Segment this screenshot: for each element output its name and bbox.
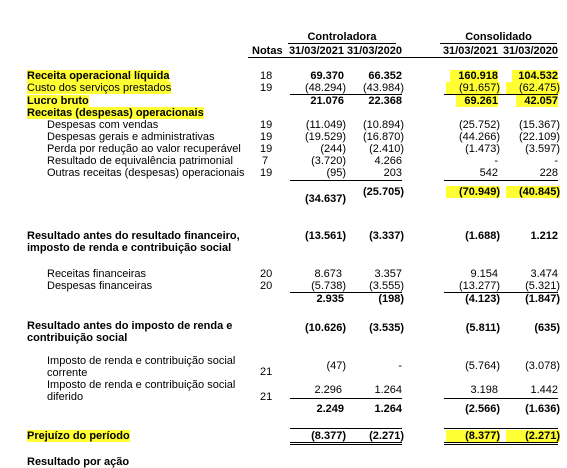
row-value: (5.811) bbox=[465, 322, 500, 334]
row-value: 3.474 bbox=[530, 268, 558, 280]
subtotal-rule bbox=[444, 180, 558, 181]
row-value: (2.271) bbox=[369, 430, 404, 442]
row-value: 160.918 bbox=[450, 70, 498, 82]
row-value: (5.738) bbox=[311, 280, 346, 292]
row-label-cont: diferido bbox=[47, 391, 84, 403]
row-label: Imposto de renda e contribuição social bbox=[47, 355, 236, 367]
controladora-rule bbox=[288, 43, 396, 44]
row-value: (3.555) bbox=[369, 280, 404, 292]
row-value: 2.935 bbox=[316, 293, 344, 305]
row-label-cont: contribuição social bbox=[27, 332, 128, 344]
row-value: (13.561) bbox=[305, 230, 346, 242]
subtotal-rule bbox=[290, 180, 402, 181]
row-value: (1.473) bbox=[465, 143, 500, 155]
row-value: 9.154 bbox=[470, 268, 498, 280]
row-value: 542 bbox=[479, 167, 498, 179]
row-label: Resultado de equivalência patrimonial bbox=[47, 155, 233, 167]
consolidado-rule bbox=[440, 43, 557, 44]
row-value: 69.261 bbox=[456, 95, 498, 107]
row-value: 1.264 bbox=[374, 384, 402, 396]
row-value: (62.475) bbox=[506, 82, 560, 94]
row-value: (48.294) bbox=[305, 82, 346, 94]
row-nota: 19 bbox=[260, 131, 273, 143]
row-label: Receitas (despesas) operacionais bbox=[27, 107, 204, 119]
row-label: Outras receitas (despesas) operacionais bbox=[47, 167, 245, 179]
row-label: Despesas com vendas bbox=[47, 119, 159, 131]
header-rule bbox=[248, 57, 558, 58]
row-value: (15.367) bbox=[519, 119, 560, 131]
row-value: (3.535) bbox=[369, 322, 404, 334]
row-label: Imposto de renda e contribuição social bbox=[47, 379, 236, 391]
row-nota: 21 bbox=[260, 391, 273, 403]
row-value: (47) bbox=[326, 360, 346, 372]
row-value: (1.847) bbox=[525, 293, 560, 305]
row-value: 1.212 bbox=[530, 230, 558, 242]
row-value: (10.894) bbox=[363, 119, 404, 131]
row-value: 4.266 bbox=[374, 155, 402, 167]
row-value: 42.057 bbox=[516, 95, 558, 107]
row-value: (44.266) bbox=[459, 131, 500, 143]
row-nota: 20 bbox=[260, 280, 273, 292]
row-nota: 19 bbox=[260, 119, 273, 131]
subtotal-rule bbox=[290, 398, 402, 399]
row-value: (5.321) bbox=[525, 280, 560, 292]
row-value: 228 bbox=[539, 167, 558, 179]
row-nota: 21 bbox=[260, 366, 273, 378]
row-value: 8.673 bbox=[314, 268, 342, 280]
row-value: (2.410) bbox=[369, 143, 404, 155]
row-value: (2.566) bbox=[465, 403, 500, 415]
row-value: (3.720) bbox=[311, 155, 346, 167]
total-double-rule bbox=[444, 442, 558, 443]
row-value: (43.984) bbox=[363, 82, 404, 94]
row-value: (11.049) bbox=[305, 119, 346, 131]
row-value: 203 bbox=[383, 167, 402, 179]
row-nota: 18 bbox=[260, 70, 273, 82]
total-rule bbox=[290, 428, 402, 429]
total-double-rule bbox=[290, 442, 402, 443]
row-label-cont: corrente bbox=[47, 367, 88, 379]
row-value: 22.368 bbox=[368, 95, 402, 107]
row-value: (4.123) bbox=[465, 293, 500, 305]
row-label: Lucro bruto bbox=[27, 95, 89, 107]
row-label: Prejuízo do período bbox=[27, 430, 130, 442]
consolidado-header: Consolidado bbox=[465, 31, 532, 43]
col-date-2: 31/03/2020 bbox=[346, 45, 402, 57]
row-value: (10.626) bbox=[305, 322, 346, 334]
row-value: (34.637) bbox=[305, 193, 346, 205]
total-double-rule bbox=[444, 444, 558, 445]
row-value: 3.357 bbox=[374, 268, 402, 280]
row-value: (16.870) bbox=[363, 131, 404, 143]
col-date-1: 31/03/2021 bbox=[288, 45, 344, 57]
row-value: (198) bbox=[378, 293, 404, 305]
row-value: 3.198 bbox=[470, 384, 498, 396]
row-value: (5.764) bbox=[465, 360, 500, 372]
row-label-cont: imposto de renda e contribuição social bbox=[27, 242, 232, 254]
controladora-header: Controladora bbox=[307, 31, 377, 43]
row-value: - bbox=[554, 155, 558, 167]
row-value: (1.688) bbox=[465, 230, 500, 242]
row-label: Despesas financeiras bbox=[47, 280, 153, 292]
row-label: Perda por redução ao valor recuperável bbox=[47, 143, 241, 155]
row-value: (22.109) bbox=[519, 131, 560, 143]
row-nota: 19 bbox=[260, 167, 273, 179]
col-date-3: 31/03/2021 bbox=[442, 45, 498, 57]
row-label: Resultado antes do resultado financeiro, bbox=[27, 230, 240, 242]
row-label: Receitas financeiras bbox=[47, 268, 147, 280]
total-double-rule bbox=[290, 444, 402, 445]
row-value: (3.597) bbox=[525, 143, 560, 155]
row-label: Despesas gerais e administrativas bbox=[47, 131, 215, 143]
row-value: 1.442 bbox=[530, 384, 558, 396]
row-nota: 7 bbox=[262, 155, 269, 167]
row-value: (2.271) bbox=[506, 430, 560, 442]
row-value: 69.370 bbox=[310, 70, 344, 82]
row-nota: 19 bbox=[260, 143, 273, 155]
row-value: (19.529) bbox=[305, 131, 346, 143]
row-value: (25.705) bbox=[363, 186, 404, 198]
total-rule bbox=[444, 428, 558, 429]
row-value: 2.249 bbox=[316, 403, 344, 415]
row-label: Custo dos serviços prestados bbox=[27, 82, 172, 94]
row-value: 104.532 bbox=[512, 70, 558, 82]
row-value: 2.296 bbox=[314, 384, 342, 396]
row-value: 21.076 bbox=[310, 95, 344, 107]
row-value: (91.657) bbox=[446, 82, 500, 94]
row-value: - bbox=[398, 360, 402, 372]
row-label: Receita operacional líquida bbox=[27, 70, 170, 82]
row-value: (3.078) bbox=[525, 360, 560, 372]
row-value: (70.949) bbox=[446, 186, 500, 198]
row-value: (25.752) bbox=[459, 119, 500, 131]
row-value: (3.337) bbox=[369, 230, 404, 242]
row-value: (13.277) bbox=[459, 280, 500, 292]
row-value: (8.377) bbox=[311, 430, 346, 442]
row-value: 66.352 bbox=[368, 70, 402, 82]
row-value: (1.636) bbox=[525, 403, 560, 415]
row-label: Resultado por ação bbox=[27, 456, 130, 468]
subtotal-rule bbox=[444, 398, 558, 399]
row-value: (244) bbox=[320, 143, 346, 155]
col-date-4: 31/03/2020 bbox=[502, 45, 558, 57]
row-value: (95) bbox=[326, 167, 346, 179]
row-value: 1.264 bbox=[374, 403, 402, 415]
row-value: (40.845) bbox=[506, 186, 560, 198]
row-nota: 19 bbox=[260, 82, 273, 94]
row-value: - bbox=[494, 155, 498, 167]
row-nota: 20 bbox=[260, 268, 273, 280]
row-value: (635) bbox=[534, 322, 560, 334]
row-label: Resultado antes do imposto de renda e bbox=[27, 320, 233, 332]
notas-header: Notas bbox=[252, 45, 283, 57]
row-value: (8.377) bbox=[446, 430, 500, 442]
